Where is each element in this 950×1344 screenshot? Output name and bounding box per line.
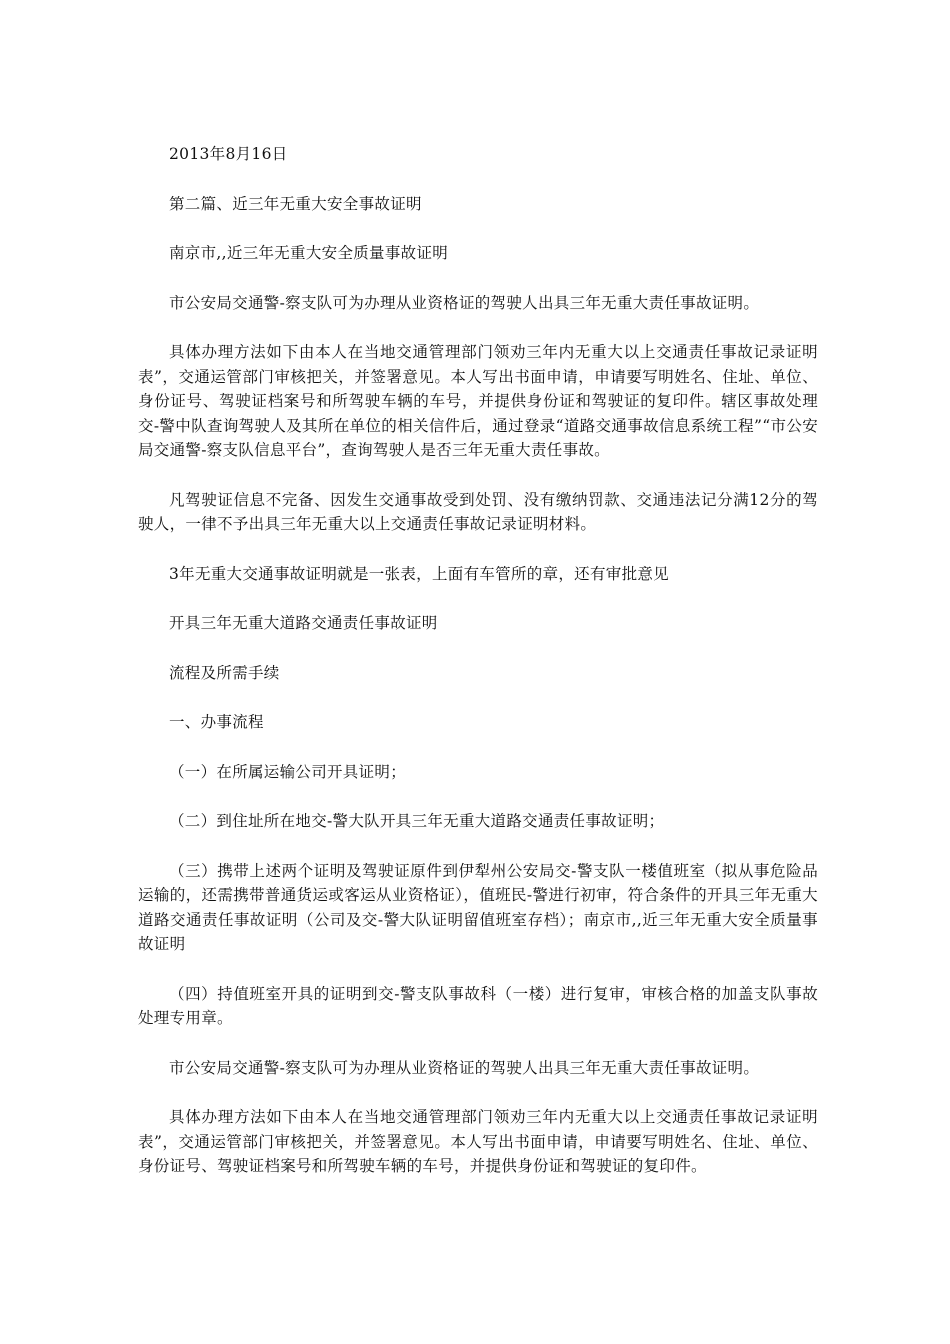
list-item: （二）到住址所在地交-警大队开具三年无重大道路交通责任事故证明；	[169, 812, 665, 830]
section-heading: 第二篇、近三年无重大安全事故证明	[169, 194, 422, 213]
subheading: 开具三年无重大道路交通责任事故证明	[169, 614, 438, 632]
paragraph: 具体办理方法如下由本人在当地交通管理部门领劝三年内无重大以上交通责任事故记录证明表”，交通运管部门审核把关，并签署意见。本人写出书面申请，申请要写明姓名、住址、单位、身份证号、驾驶证档案号和所驾驶车辆的车号，并提供身份证和驾驶证的复印件。辖区事故处理交-警中队查询驾驶人及其所在单位的相关信件后，通过登录“道路交通事故信息系统工程”“市公安局交通警-察支队信息平台”，查询驾驶人是否三年无重大责任事故。	[138, 343, 818, 459]
paragraph: 具体办理方法如下由本人在当地交通管理部门领劝三年内无重大以上交通责任事故记录证明表”，交通运管部门审核把关，并签署意见。本人写出书面申请，申请要写明姓名、住址、单位、身份证号、驾驶证档案号和所驾驶车辆的车号，并提供身份证和驾驶证的复印件。	[138, 1108, 818, 1175]
date-line: 2013年8月16日	[169, 145, 288, 163]
paragraph: 市公安局交通警-察支队可为办理从业资格证的驾驶人出具三年无重大责任事故证明。	[169, 293, 760, 312]
list-item: （四）持值班室开具的证明到交-警支队事故科（一楼）进行复审，审核合格的加盖支队事故处理专用章。	[138, 984, 818, 1027]
list-heading: 一、办事流程	[169, 713, 264, 731]
paragraph: 市公安局交通警-察支队可为办理从业资格证的驾驶人出具三年无重大责任事故证明。	[169, 1058, 760, 1077]
paragraph: 3年无重大交通事故证明就是一张表，上面有车管所的章，还有审批意见	[169, 564, 669, 583]
document-title: 南京市,,近三年无重大安全质量事故证明	[169, 244, 449, 262]
list-item: （一）在所属运输公司开具证明；	[169, 762, 407, 781]
list-item: （三）携带上述两个证明及驾驶证原件到伊犁州公安局交-警支队一楼值班室（拟从事危险品运输的，还需携带普通货运或客运从业资格证），值班民-警进行初审，符合条件的开具三年无重大道路交通责任事故证明（公司及交-警大队证明留值班室存档）；南京市,,近三年无重大安全质量事故证明	[138, 861, 818, 953]
subheading: 流程及所需手续	[169, 663, 280, 682]
paragraph: 凡驾驶证信息不完备、因发生交通事故受到处罚、没有缴纳罚款、交通违法记分满12分的驾驶人，一律不予出具三年无重大以上交通责任事故记录证明材料。	[138, 490, 818, 533]
document-body	[138, 142, 818, 1204]
